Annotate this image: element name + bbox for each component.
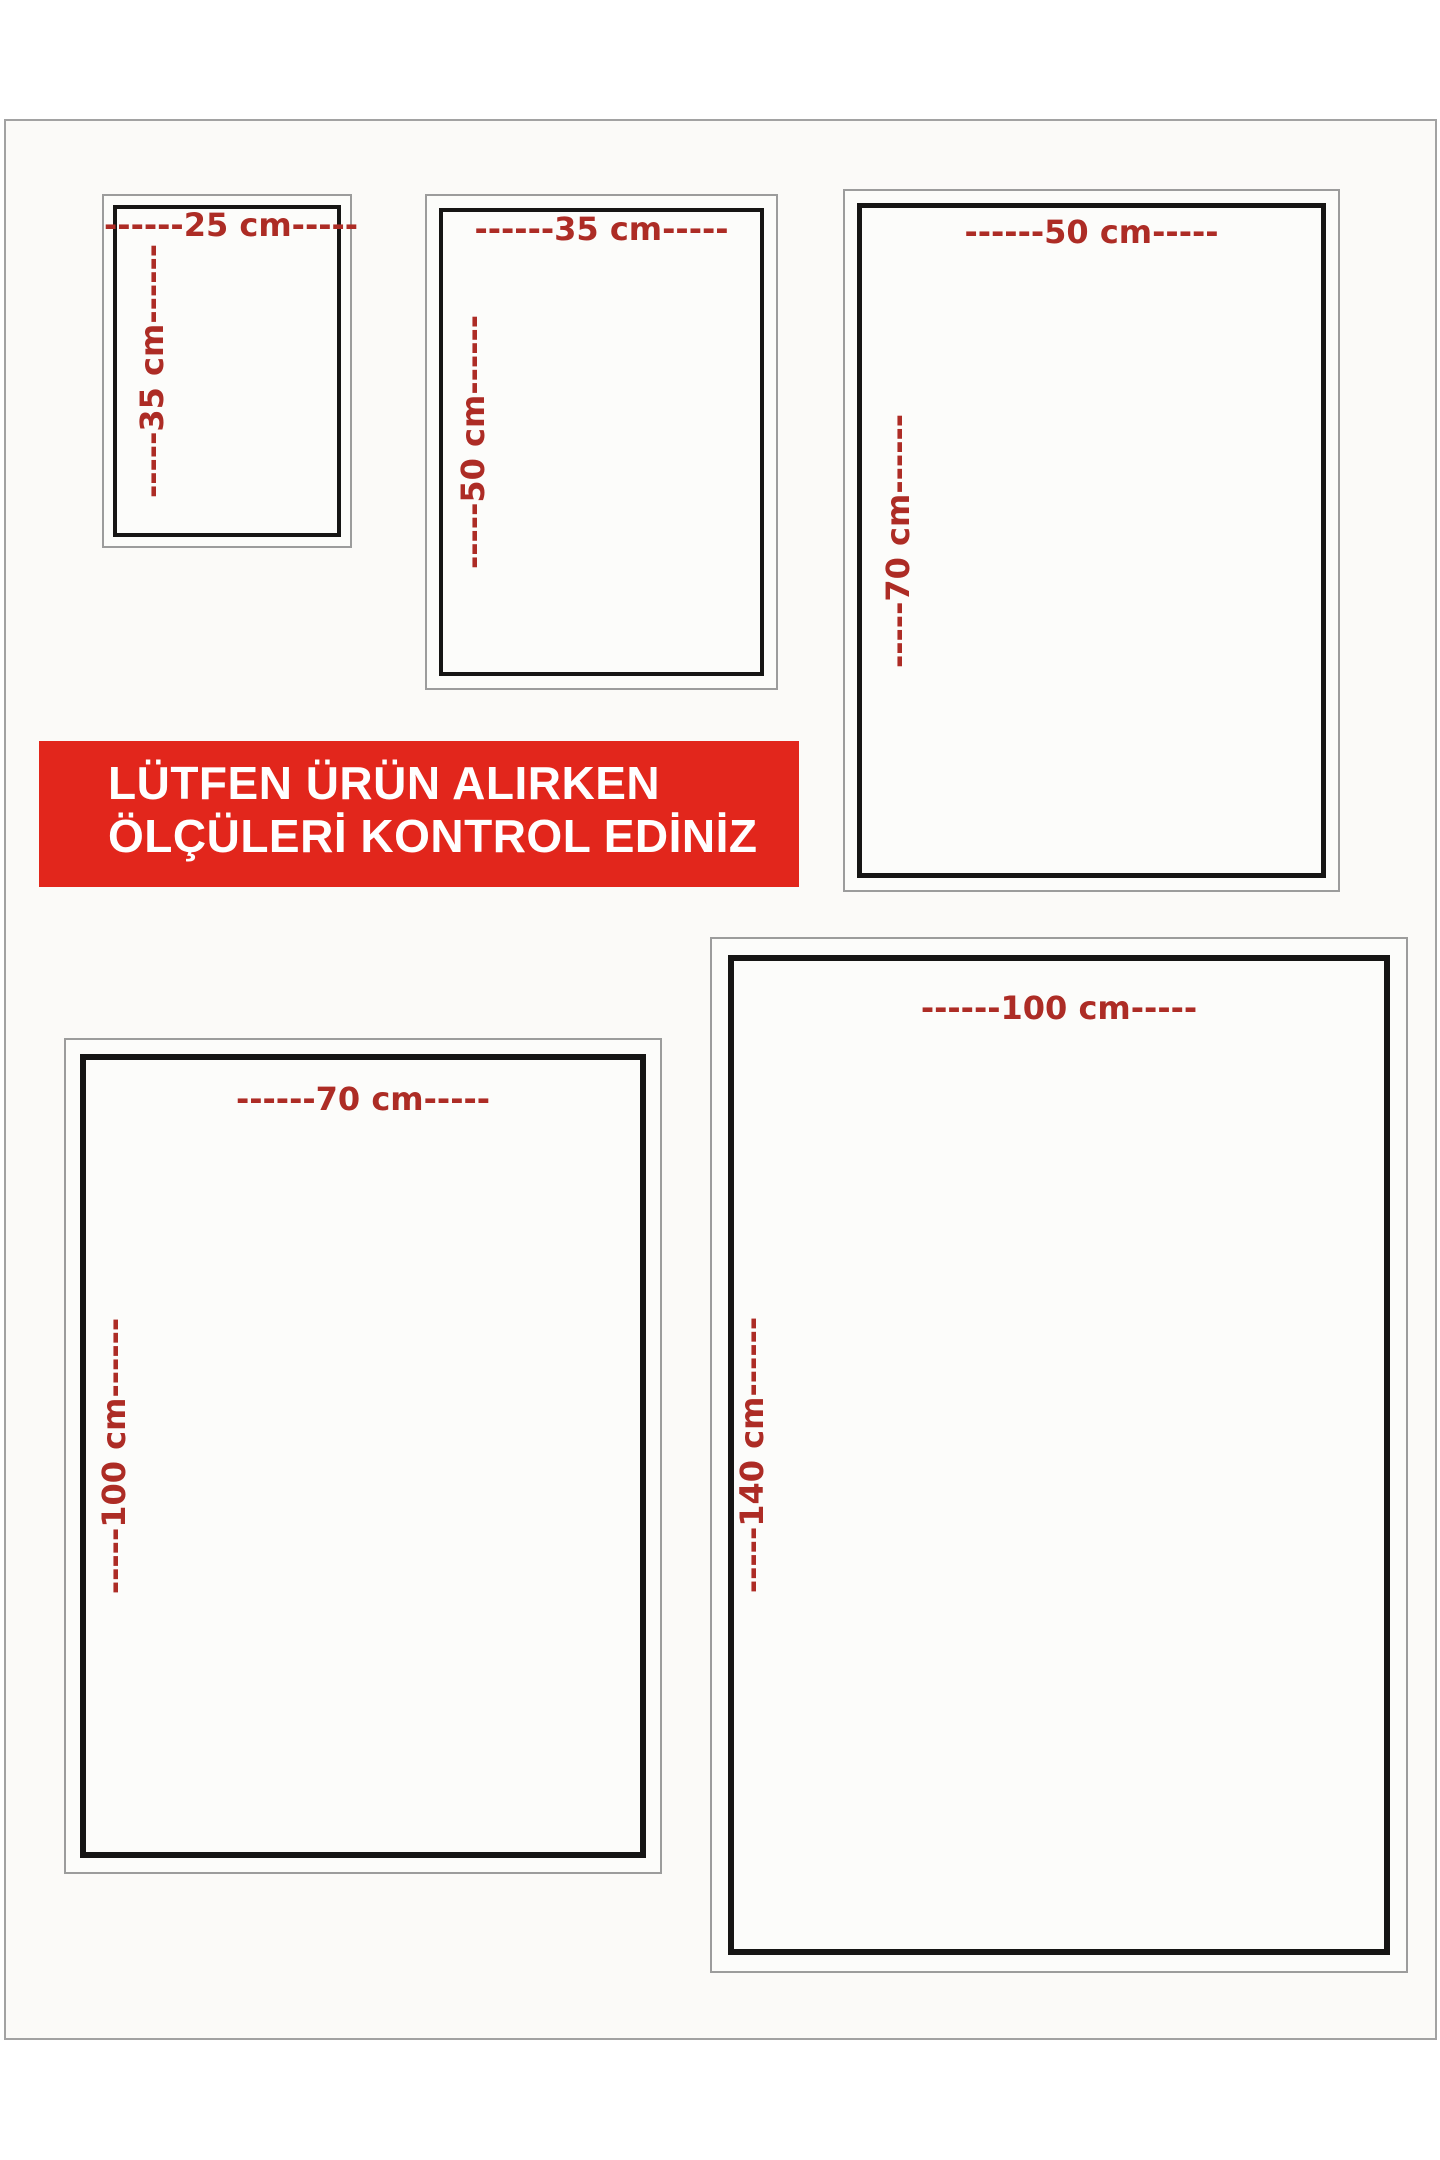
notice-banner-line2: ÖLÇÜLERİ KONTROL EDİNİZ bbox=[108, 810, 758, 862]
width-dimension-label-50cm: ------50 cm----- bbox=[964, 213, 1219, 251]
size-box-25x35 bbox=[102, 194, 359, 548]
height-dimension-label-35cm: -----35 cm------ bbox=[133, 243, 171, 499]
size-box-100x140 bbox=[710, 937, 1408, 1973]
notice-banner-line1: LÜTFEN ÜRÜN ALIRKEN bbox=[108, 757, 661, 809]
size-box-50x70 bbox=[843, 189, 1340, 892]
height-dimension-label-100cm: -----100 cm------ bbox=[95, 1317, 133, 1595]
size-box-70x100-inner-rect bbox=[80, 1054, 646, 1858]
size-box-35x50 bbox=[425, 194, 778, 690]
height-dimension-label-70cm: -----70 cm------ bbox=[879, 413, 917, 668]
width-dimension-label-35cm: ------35 cm----- bbox=[474, 210, 729, 248]
notice-banner bbox=[39, 741, 799, 887]
size-box-100x140-inner-rect bbox=[728, 955, 1390, 1955]
width-dimension-label-70cm: ------70 cm----- bbox=[235, 1080, 491, 1118]
height-dimension-label-140cm: -----140 cm------ bbox=[733, 1316, 771, 1594]
size-box-70x100 bbox=[64, 1038, 662, 1874]
width-dimension-label-100cm: ------100 cm----- bbox=[920, 989, 1198, 1027]
size-box-50x70-inner-rect bbox=[857, 203, 1326, 878]
width-dimension-label-25cm: ------25 cm----- bbox=[104, 206, 359, 244]
height-dimension-label-50cm: -----50 cm------ bbox=[454, 314, 492, 570]
